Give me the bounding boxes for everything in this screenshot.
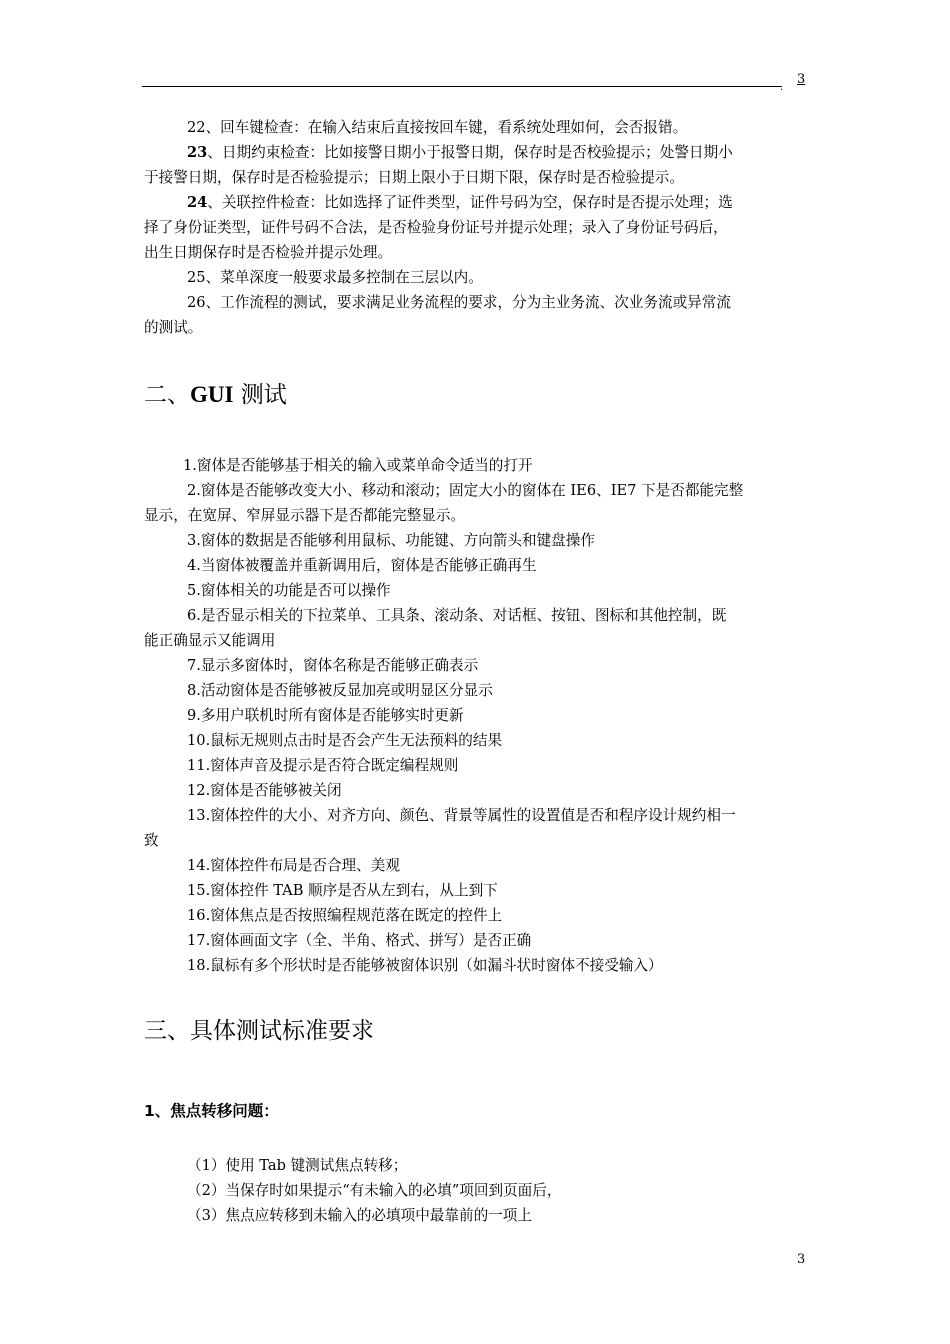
section-heading-standards: 三、具体测试标准要求 — [144, 1018, 374, 1044]
gui-item: 3.窗体的数据是否能够利用鼠标、功能键、方向箭头和键盘操作 — [187, 532, 595, 549]
list-item-continuation: 择了身份证类型，证件号码不合法，是否检验身份证号并提示处理；录入了身份证号码后， — [144, 219, 728, 236]
gui-item: 4.当窗体被覆盖并重新调用后，窗体是否能够正确再生 — [187, 557, 537, 574]
gui-item: 2.窗体是否能够改变大小、移动和滚动；固定大小的窗体在 IE6、IE7 下是否都能完整 — [187, 482, 744, 499]
header-tick: . — [780, 82, 784, 93]
footer-page-number: 3 — [797, 1252, 806, 1267]
gui-item: 11.窗体声音及提示是否符合既定编程规则 — [187, 757, 459, 774]
gui-item: 14.窗体控件布局是否合理、美观 — [187, 857, 400, 874]
gui-item: 7.显示多窗体时，窗体名称是否能够正确表示 — [187, 657, 479, 674]
gui-item: 5.窗体相关的功能是否可以操作 — [187, 582, 391, 599]
focus-item: （2）当保存时如果提示“有未输入的必填”项回到页面后， — [187, 1182, 562, 1199]
gui-item: 6.是否显示相关的下拉菜单、工具条、滚动条、对话框、按钮、图标和其他控制，既 — [187, 607, 727, 624]
gui-item-continuation: 致 — [144, 832, 159, 849]
list-item: 25、菜单深度一般要求最多控制在三层以内。 — [187, 269, 483, 286]
list-item-continuation: 的测试。 — [144, 319, 203, 336]
list-item: 22、回车键检查：在输入结束后直接按回车键，看系统处理如何，会否报错。 — [187, 119, 688, 136]
list-item: 24、关联控件检查：比如选择了证件类型，证件号码为空，保存时是否提示处理；选 — [187, 194, 733, 211]
gui-item: 12.窗体是否能够被关闭 — [187, 782, 342, 799]
subsection-heading-focus: 1、焦点转移问题： — [144, 1102, 279, 1120]
gui-item: 10.鼠标无规则点击时是否会产生无法预料的结果 — [187, 732, 503, 749]
list-item-continuation: 于接警日期，保存时是否检验提示；日期上限小于日期下限，保存时是否检验提示。 — [144, 169, 684, 186]
section-heading-gui: 二、GUI 测试 — [144, 382, 287, 408]
gui-item: 13.窗体控件的大小、对齐方向、颜色、背景等属性的设置值是否和程序设计规约相一 — [187, 807, 736, 824]
gui-item: 9.多用户联机时所有窗体是否能够实时更新 — [187, 707, 464, 724]
gui-item: 8.活动窗体是否能够被反显加亮或明显区分显示 — [187, 682, 493, 699]
gui-item: 15.窗体控件 TAB 顺序是否从左到右，从上到下 — [187, 882, 498, 899]
focus-item: （1）使用 Tab 键测试焦点转移； — [187, 1157, 408, 1174]
gui-item: 18.鼠标有多个形状时是否能够被窗体识别（如漏斗状时窗体不接受输入） — [187, 957, 663, 974]
focus-item: （3）焦点应转移到未输入的必填项中最靠前的一项上 — [187, 1207, 532, 1224]
gui-item-continuation: 显示，在宽屏、窄屏显示器下是否都能完整显示。 — [144, 507, 466, 524]
header-rule — [142, 86, 782, 87]
list-item: 23、日期约束检查：比如接警日期小于报警日期，保存时是否校验提示；处警日期小 — [187, 144, 733, 161]
list-item-continuation: 出生日期保存时是否检验并提示处理。 — [144, 244, 393, 261]
header-page-number: 3 — [797, 72, 806, 87]
list-item: 26、工作流程的测试，要求满足业务流程的要求，分为主业务流、次业务流或异常流 — [187, 294, 731, 311]
gui-item: 16.窗体焦点是否按照编程规范落在既定的控件上 — [187, 907, 503, 924]
gui-item: 1.窗体是否能够基于相关的输入或菜单命令适当的打开 — [183, 457, 533, 474]
gui-item: 17.窗体画面文字（全、半角、格式、拼写）是否正确 — [187, 932, 532, 949]
gui-item-continuation: 能正确显示又能调用 — [144, 632, 276, 649]
